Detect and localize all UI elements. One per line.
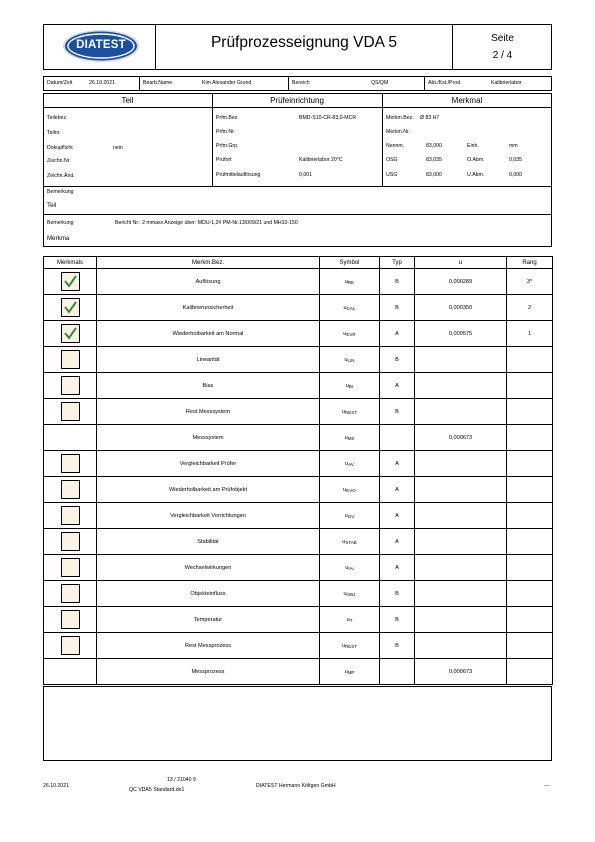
section-pruef: Prüfeinrichtung (270, 96, 324, 105)
pmnr-label: Prfm.Nr. (216, 129, 236, 135)
page-number: 2 / 4 (492, 50, 513, 61)
rang-cell (507, 607, 553, 633)
symbol-u: u (344, 668, 348, 675)
remark-box-1 (43, 186, 552, 215)
checkbox-cell (44, 347, 97, 373)
col-typ: Typ (380, 257, 415, 269)
table-row (44, 399, 553, 425)
row-checkbox[interactable] (61, 454, 80, 473)
rang-cell (507, 581, 553, 607)
merkm-bez-cell: Wiederholbarkeit am Prüfobjekt (97, 477, 320, 503)
symbol-u: u (345, 564, 349, 571)
symbol-u: u (344, 356, 348, 363)
pruefort-value: Kalibrierlabor 20°C (299, 157, 343, 163)
rang-cell (507, 633, 553, 659)
page-label: Seite (491, 33, 514, 44)
symbol-cell (320, 503, 380, 529)
symbol-cell (320, 373, 380, 399)
abt-value: Kalibrierlabor (491, 80, 522, 86)
symbol-u: u (343, 304, 347, 311)
symbol-cell (320, 295, 380, 321)
symbol-cell (320, 477, 380, 503)
checkbox-cell (44, 607, 97, 633)
u-cell: 0,000575 (415, 321, 507, 347)
einh-label: Einh. (467, 143, 479, 149)
symbol-subscript: LIN (347, 357, 355, 363)
symbol-u: u (343, 486, 347, 493)
footer-template: QC VDA5 Standard.de1 (129, 787, 185, 793)
rang-cell: 2 (507, 295, 553, 321)
merkm-bez-cell: Rest Messsystem (97, 399, 320, 425)
checkbox-cell (44, 529, 97, 555)
merkm-bez-cell: Vergleichbarkeit Vorrichtungen (97, 503, 320, 529)
u-cell (415, 503, 507, 529)
rang-cell (507, 425, 553, 451)
header-divider-2 (452, 24, 453, 70)
einh-value: mm (509, 143, 518, 149)
typ-cell: A (380, 529, 415, 555)
table-row (44, 607, 553, 633)
ugw-label: USG (386, 172, 398, 178)
table-row (44, 269, 553, 295)
checkbox-cell (44, 451, 97, 477)
checkbox-cell (44, 295, 97, 321)
symbol-subscript: MS (347, 435, 355, 441)
merkm-bez-cell: Rest Messprozess (97, 633, 320, 659)
typ-cell: A (380, 477, 415, 503)
symbol-u: u (344, 434, 348, 441)
merkm-bez-cell: Temperatur (97, 607, 320, 633)
symbol-cell (320, 581, 380, 607)
rang-cell (507, 659, 553, 685)
rang-cell (507, 451, 553, 477)
rang-cell: 1 (507, 321, 553, 347)
checkbox-cell (44, 399, 97, 425)
symbol-u: u (345, 382, 349, 389)
symbol-cell (320, 607, 380, 633)
doku-value: nein (113, 145, 123, 151)
uabm-value: 0,000 (509, 172, 522, 178)
u-cell (415, 399, 507, 425)
merkm-bez-cell: Auflösung (97, 269, 320, 295)
ogw-value: 83,035 (426, 157, 442, 163)
pmbez-value: BMD-S10-CR-83,0-MCR (299, 115, 357, 121)
rang-cell (507, 529, 553, 555)
oabm-value: 0,035 (509, 157, 522, 163)
symbol-subscript: T (349, 617, 353, 623)
merkm-bez-cell: Stabilität (97, 529, 320, 555)
row-checkbox[interactable] (61, 324, 80, 343)
merkm-bez-cell: Vergleichbarkeit Prüfer (97, 451, 320, 477)
symbol-cell (320, 321, 380, 347)
rang-cell (507, 347, 553, 373)
aufl-value: 0,001 (299, 172, 312, 178)
merkm-bez-cell: Wechselwirkungen (97, 555, 320, 581)
symbol-cell (320, 399, 380, 425)
checkbox-cell (44, 633, 97, 659)
row-checkbox[interactable] (61, 610, 80, 629)
oabm-label: O.Abm. (467, 157, 485, 163)
remark-2-text: Bericht Nr.: 2 mmaxx Anzeige über: MDU-1,2# PM-Nr.13/009/21 und MH10-150 (115, 220, 298, 226)
checkmark-icon (63, 300, 78, 315)
symbol-u: u (341, 642, 346, 649)
abt-label: Abt./Kst./Prod. (428, 80, 462, 86)
info-div-3 (424, 76, 425, 91)
checkmark-icon (63, 326, 78, 341)
doku-label: Dokupflicht (47, 145, 73, 151)
uabm-label: U.Abm. (467, 172, 485, 178)
table-row (44, 295, 553, 321)
u-cell (415, 529, 507, 555)
table-row (44, 321, 553, 347)
symbol-subscript: STAB (345, 539, 357, 545)
checkbox-cell (44, 373, 97, 399)
col-rang: Rang (507, 257, 553, 269)
table-row (44, 529, 553, 555)
symbol-subscript: REST (345, 643, 358, 649)
merkm-bez-cell: Messprozess (97, 659, 320, 685)
footer-company: DIATEST Hermann Költgen GmbH (256, 783, 336, 789)
symbol-subscript: EVO (346, 487, 356, 493)
row-checkbox[interactable] (61, 506, 80, 525)
row-checkbox[interactable] (61, 350, 80, 369)
section-teil: Teil (121, 96, 134, 105)
table-row (44, 659, 553, 685)
table-row (44, 555, 553, 581)
table-row (44, 633, 553, 659)
symbol-u: u (345, 460, 349, 467)
checkbox-cell (44, 555, 97, 581)
symbol-u: u (343, 330, 347, 337)
symbol-cell (320, 347, 380, 373)
typ-cell: A (380, 555, 415, 581)
merkm-bez-cell: Kalibrierunsicherheit (97, 295, 320, 321)
aufl-label: Prüfmittelauflösung (216, 172, 261, 178)
symbol-subscript: AV (348, 461, 354, 467)
merkm-bez-cell: Messsystem (97, 425, 320, 451)
rang-cell (507, 503, 553, 529)
merkm-bez-cell: Linearität (97, 347, 320, 373)
symbol-subscript: GV (347, 513, 355, 519)
remark-2-label: Bemerkung (47, 220, 74, 226)
checkbox-cell (44, 581, 97, 607)
page-title: Prüfprozesseignung VDA 5 (210, 34, 398, 51)
symbol-cell (320, 451, 380, 477)
typ-cell: B (380, 269, 415, 295)
info-div-1 (139, 76, 140, 91)
checkmark-icon (63, 274, 78, 289)
pmbez-label: Prfm.Bez. (216, 115, 239, 121)
typ-cell: B (380, 581, 415, 607)
u-cell (415, 555, 507, 581)
datum-value: 26.10.2021 (89, 80, 115, 86)
table-row (44, 477, 553, 503)
footer-date: 26.10.2021 (43, 783, 69, 789)
pruefort-label: Prüfort (216, 157, 232, 163)
bearb-value: Kim Alexander Grund (202, 80, 252, 86)
checkbox-cell (44, 659, 97, 685)
mbez-label: Merkm.Bez. (386, 115, 414, 121)
symbol-cell (320, 659, 380, 685)
checkbox-cell (44, 321, 97, 347)
row-checkbox[interactable] (61, 636, 80, 655)
u-cell (415, 581, 507, 607)
symbol-subscript: CAL (346, 305, 356, 311)
col-symbol: Symbol (320, 257, 380, 269)
teilnr-label: Teilnr. (47, 130, 61, 136)
symbol-cell (320, 425, 380, 451)
u-cell (415, 477, 507, 503)
symbol-subscript: BI (348, 383, 354, 389)
footer-doc-no: 13 / 21040 9 (167, 777, 196, 783)
zeichnr-label: Zeichn.Nr. (47, 158, 71, 164)
row-checkbox[interactable] (61, 480, 80, 499)
u-cell (415, 373, 507, 399)
uncertainty-table (43, 256, 553, 685)
symbol-cell (320, 633, 380, 659)
logo-text: DIATEST (76, 39, 126, 51)
rang-cell (507, 399, 553, 425)
table-row (44, 451, 553, 477)
row-checkbox[interactable] (61, 376, 80, 395)
typ-cell: B (380, 295, 415, 321)
row-checkbox[interactable] (61, 558, 80, 577)
symbol-subscript: REST (345, 409, 358, 415)
symbol-u: u (343, 590, 347, 597)
symbol-u: u (344, 512, 348, 519)
symbol-cell (320, 269, 380, 295)
merkm-bez-cell: Bias (97, 373, 320, 399)
symbol-subscript: RE (347, 279, 355, 285)
datum-label: Datum/Zeit (47, 80, 73, 86)
typ-cell: A (380, 321, 415, 347)
symbol-subscript: IAi (348, 565, 354, 571)
remark-2-value: Merkma (47, 235, 70, 242)
pmgrp-label: Prfm.Grp. (216, 143, 239, 149)
symbol-cell (320, 529, 380, 555)
section-merkmal: Merkmal (451, 96, 483, 105)
u-cell (415, 451, 507, 477)
u-cell: 0,000673 (415, 425, 507, 451)
teilebez-label: Teilebez. (47, 115, 68, 121)
u-cell: 0,000673 (415, 659, 507, 685)
row-checkbox[interactable] (61, 272, 80, 291)
col-merkmals: Merkmals (44, 257, 97, 269)
table-row (44, 503, 553, 529)
info-div-2 (288, 76, 289, 91)
bereich-label: Bereich (292, 80, 310, 86)
checkbox-cell (44, 269, 97, 295)
rang-cell (507, 373, 553, 399)
table-row (44, 373, 553, 399)
symbol-subscript: MP (347, 669, 355, 675)
rang-cell: 3* (507, 269, 553, 295)
checkbox-cell (44, 503, 97, 529)
typ-cell: B (380, 399, 415, 425)
symbol-u: u (341, 408, 346, 415)
bearb-label: Bearb.Name (143, 80, 173, 86)
typ-cell: A (380, 451, 415, 477)
row-checkbox[interactable] (61, 298, 80, 317)
mnr-label: Merkm.Nr. (386, 129, 410, 135)
symbol-u: u (344, 278, 348, 285)
remark-1-value: Teil (47, 202, 57, 209)
typ-cell: A (380, 503, 415, 529)
u-cell (415, 607, 507, 633)
typ-cell (380, 659, 415, 685)
row-checkbox[interactable] (61, 584, 80, 603)
ogw-label: OSG (386, 157, 398, 163)
row-checkbox[interactable] (61, 402, 80, 421)
table-row (44, 581, 553, 607)
bottom-empty-box (43, 686, 552, 761)
u-cell (415, 347, 507, 373)
checkbox-cell (44, 425, 97, 451)
checkbox-cell (44, 477, 97, 503)
u-cell: 0,000289 (415, 269, 507, 295)
typ-cell: A (380, 373, 415, 399)
col-u: u (415, 257, 507, 269)
rang-cell (507, 477, 553, 503)
merkm-bez-cell: Objekteinfluss (97, 581, 320, 607)
mbez-value: Ø 83 H7 (420, 115, 440, 121)
symbol-u: u (342, 538, 346, 545)
symbol-subscript: EVR (346, 331, 356, 337)
rang-cell (507, 555, 553, 581)
typ-cell: B (380, 633, 415, 659)
table-row (44, 425, 553, 451)
table-header-row (44, 257, 553, 269)
col-merkm-bez: Merkm.Bez. (97, 257, 320, 269)
ugw-value: 83,000 (426, 172, 442, 178)
nenn-label: Nennm. (386, 143, 405, 149)
typ-cell (380, 425, 415, 451)
symbol-u: u (346, 616, 350, 623)
bereich-value: QS/QM (371, 80, 389, 86)
u-cell (415, 633, 507, 659)
remark-box-2 (43, 214, 552, 247)
diatest-logo (62, 29, 140, 63)
u-cell: 0,000350 (415, 295, 507, 321)
symbol-subscript: OBJ (346, 591, 356, 597)
row-checkbox[interactable] (61, 532, 80, 551)
nenn-value: 83,000 (426, 143, 442, 149)
remark-1-label: Bemerkung (47, 189, 74, 195)
footer-dashes: --- (544, 783, 550, 789)
typ-cell: B (380, 347, 415, 373)
merkm-bez-cell: Wiederholbarkeit am Normal (97, 321, 320, 347)
zeichnaend-label: Zeichn.Änd. (47, 173, 75, 179)
symbol-cell (320, 555, 380, 581)
table-row (44, 347, 553, 373)
typ-cell: B (380, 607, 415, 633)
